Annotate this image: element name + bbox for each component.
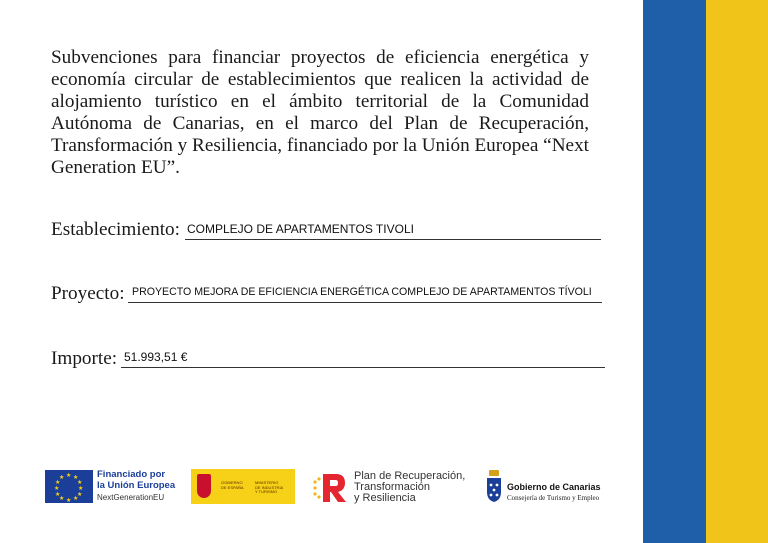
consejeria-text: Consejería de Turismo y Empleo: [507, 494, 600, 502]
importe-label: Importe:: [51, 348, 118, 369]
proyecto-underline: [128, 302, 602, 303]
prtr-logo-icon: [312, 470, 350, 504]
establecimiento-label: Establecimiento:: [51, 219, 180, 240]
establecimiento-underline: [185, 239, 601, 240]
spain-shield-icon: [197, 474, 211, 498]
yellow-stripe: [706, 0, 768, 543]
establecimiento-value: COMPLEJO DE APARTAMENTOS TIVOLI: [187, 222, 414, 236]
proyecto-value: PROYECTO MEJORA DE EFICIENCIA ENERGÉTICA COMPLEJO DE APARTAMENTOS TÍVOLI: [132, 286, 592, 298]
importe-underline: [121, 367, 605, 368]
eu-flag-icon: ★ ★ ★ ★ ★ ★ ★ ★ ★ ★ ★ ★: [45, 470, 93, 503]
prtr-logo-text: Plan de Recuperación, Transformación y Resiliencia: [354, 470, 466, 504]
gobierno-canarias-text: Gobierno de Canarias: [507, 482, 601, 492]
eu-logo-text: Financiado por la Unión Europea: [97, 469, 176, 491]
gobierno-espana-logo: [191, 469, 295, 504]
importe-value: 51.993,51 €: [124, 350, 188, 364]
eu-logo-subtext: NextGenerationEU: [97, 493, 165, 502]
gobierno-espana-text: GOBIERNO DE ESPAÑA: [221, 480, 244, 490]
ministerio-text: MINISTERIO DE INDUSTRIA Y TURISMO: [255, 480, 284, 494]
funding-logos: [0, 460, 643, 520]
canarias-crest-icon: [485, 468, 503, 504]
intro-paragraph: Subvenciones para financiar proyectos de eficiencia energética y economía circular de establecimientos que realicen la actividad de alojamiento turístico en el ámbito territorial de la Comunidad Autónoma de Canarias, en el marco del Plan de Recuperación, Transformación y Resiliencia, financiado por la Unión Europea “Next Generation EU”.: [51, 47, 589, 178]
blue-stripe: [643, 0, 706, 543]
proyecto-label: Proyecto:: [51, 283, 125, 304]
